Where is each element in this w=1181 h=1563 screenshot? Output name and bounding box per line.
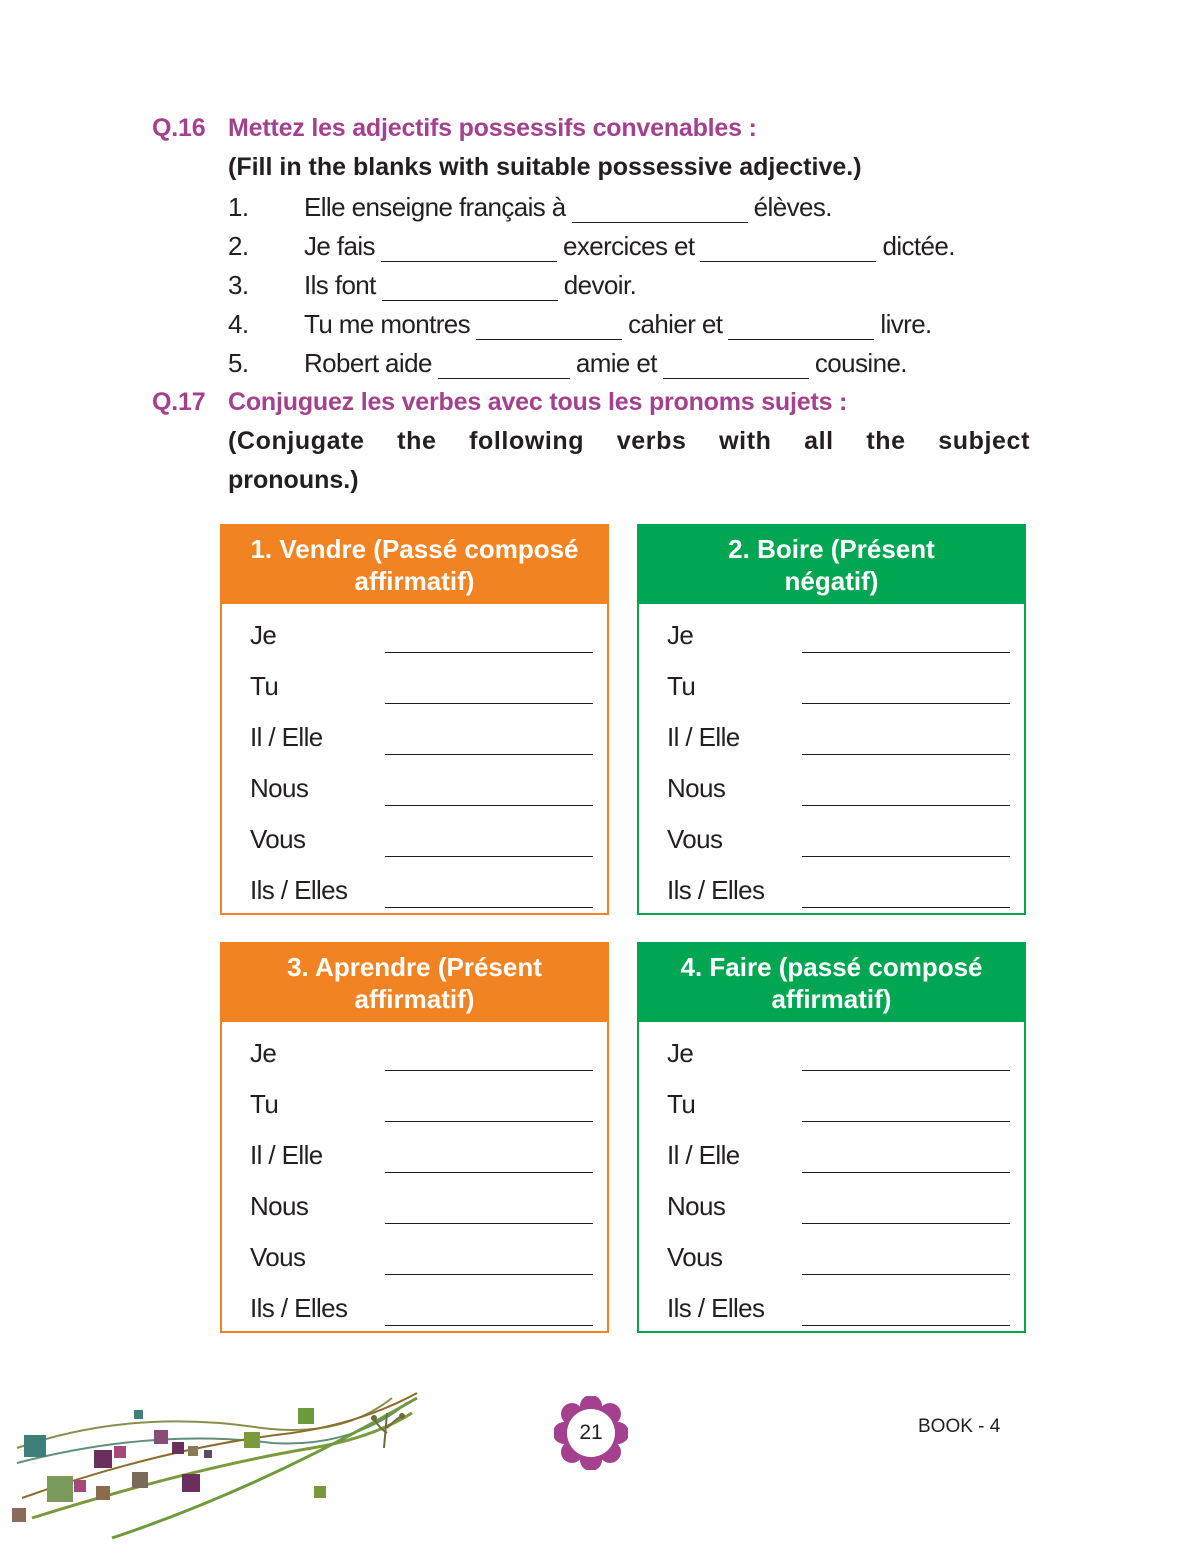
answer-line[interactable]	[385, 1223, 593, 1224]
q17-number: Q.17	[152, 388, 206, 416]
conjugation-row: Vous	[639, 818, 1024, 869]
answer-line[interactable]	[802, 652, 1010, 653]
conjugation-box-2	[637, 524, 1026, 915]
answer-line[interactable]	[385, 1325, 593, 1326]
conjugation-row: Il / Elle	[639, 1134, 1024, 1185]
conjugation-row: Nous	[639, 1185, 1024, 1236]
page-number: 21	[579, 1421, 603, 1444]
conjugation-row: Ils / Elles	[222, 1287, 607, 1338]
conjugation-row: Vous	[222, 1236, 607, 1287]
answer-line[interactable]	[802, 1274, 1010, 1275]
conjugation-row: Je	[222, 614, 607, 665]
answer-line[interactable]	[802, 1070, 1010, 1071]
conjugation-row: Il / Elle	[222, 1134, 607, 1185]
conjugation-row: Vous	[639, 1236, 1024, 1287]
answer-line[interactable]	[802, 1325, 1010, 1326]
conjugation-row: Nous	[222, 1185, 607, 1236]
conjugation-row: Je	[639, 614, 1024, 665]
conjugation-row: Tu	[639, 665, 1024, 716]
q17-heading	[152, 388, 847, 417]
answer-line[interactable]	[802, 1172, 1010, 1173]
answer-line[interactable]	[802, 805, 1010, 806]
conjugation-row: Ils / Elles	[222, 869, 607, 920]
answer-line[interactable]	[385, 754, 593, 755]
answer-line[interactable]	[802, 856, 1010, 857]
conjugation-row: Je	[222, 1032, 607, 1083]
fill-blank[interactable]	[700, 239, 876, 262]
box-title: 1. Vendre (Passé composé affirmatif)	[222, 526, 607, 604]
answer-line[interactable]	[802, 703, 1010, 704]
q17-title: Conjuguez les verbes avec tous les pronoms sujets :	[228, 388, 848, 416]
q16-subtitle: (Fill in the blanks with suitable possessive adjective.)	[228, 153, 862, 181]
answer-line[interactable]	[385, 805, 593, 806]
answer-line[interactable]	[385, 1172, 593, 1173]
fill-blank[interactable]	[728, 317, 874, 340]
conjugation-row: Il / Elle	[639, 716, 1024, 767]
box-title: 2. Boire (Présent négatif)	[639, 526, 1024, 604]
footer-decoration-graphic	[12, 1388, 432, 1548]
conjugation-row: Tu	[639, 1083, 1024, 1134]
answer-line[interactable]	[802, 1121, 1010, 1122]
fill-blank[interactable]	[476, 317, 622, 340]
q16-item-2: 2. Je fais exercices et dictée.	[228, 231, 955, 261]
conjugation-row: Ils / Elles	[639, 869, 1024, 920]
conjugation-row: Ils / Elles	[639, 1287, 1024, 1338]
answer-line[interactable]	[385, 1274, 593, 1275]
fill-blank[interactable]	[438, 356, 570, 379]
fill-blank[interactable]	[381, 239, 557, 262]
conjugation-box-1	[220, 524, 609, 915]
answer-line[interactable]	[802, 754, 1010, 755]
page-number-badge	[554, 1396, 628, 1470]
q16-item-5: 5. Robert aide amie et cousine.	[228, 348, 907, 378]
conjugation-row: Nous	[639, 767, 1024, 818]
answer-line[interactable]	[385, 907, 593, 908]
q16-item-4: 4. Tu me montres cahier et livre.	[228, 309, 932, 339]
conjugation-row: Il / Elle	[222, 716, 607, 767]
conjugation-box-3	[220, 942, 609, 1333]
answer-line[interactable]	[802, 1223, 1010, 1224]
fill-blank[interactable]	[572, 200, 748, 223]
conjugation-row: Nous	[222, 767, 607, 818]
answer-line[interactable]	[802, 907, 1010, 908]
fill-blank[interactable]	[663, 356, 809, 379]
conjugation-row: Tu	[222, 665, 607, 716]
q16-title: Mettez les adjectifs possessifs convenables :	[228, 114, 757, 142]
conjugation-box-4	[637, 942, 1026, 1333]
answer-line[interactable]	[385, 856, 593, 857]
answer-line[interactable]	[385, 652, 593, 653]
q16-number: Q.16	[152, 114, 206, 142]
box-title: 3. Aprendre (Présent affirmatif)	[222, 944, 607, 1022]
answer-line[interactable]	[385, 1070, 593, 1071]
answer-line[interactable]	[385, 703, 593, 704]
answer-line[interactable]	[385, 1121, 593, 1122]
conjugation-row: Tu	[222, 1083, 607, 1134]
q16-heading	[152, 114, 757, 143]
q17-subtitle-line2: pronouns.)	[228, 466, 359, 494]
box-title: 4. Faire (passé composé affirmatif)	[639, 944, 1024, 1022]
conjugation-row: Je	[639, 1032, 1024, 1083]
conjugation-row: Vous	[222, 818, 607, 869]
book-label: BOOK - 4	[918, 1416, 1001, 1437]
q16-item-1: 1. Elle enseigne français à élèves.	[228, 192, 832, 222]
q16-item-3: 3. Ils font devoir.	[228, 270, 637, 300]
fill-blank[interactable]	[382, 278, 558, 301]
q17-subtitle-line1: (Conjugate the following verbs with all the subject	[228, 427, 1030, 455]
